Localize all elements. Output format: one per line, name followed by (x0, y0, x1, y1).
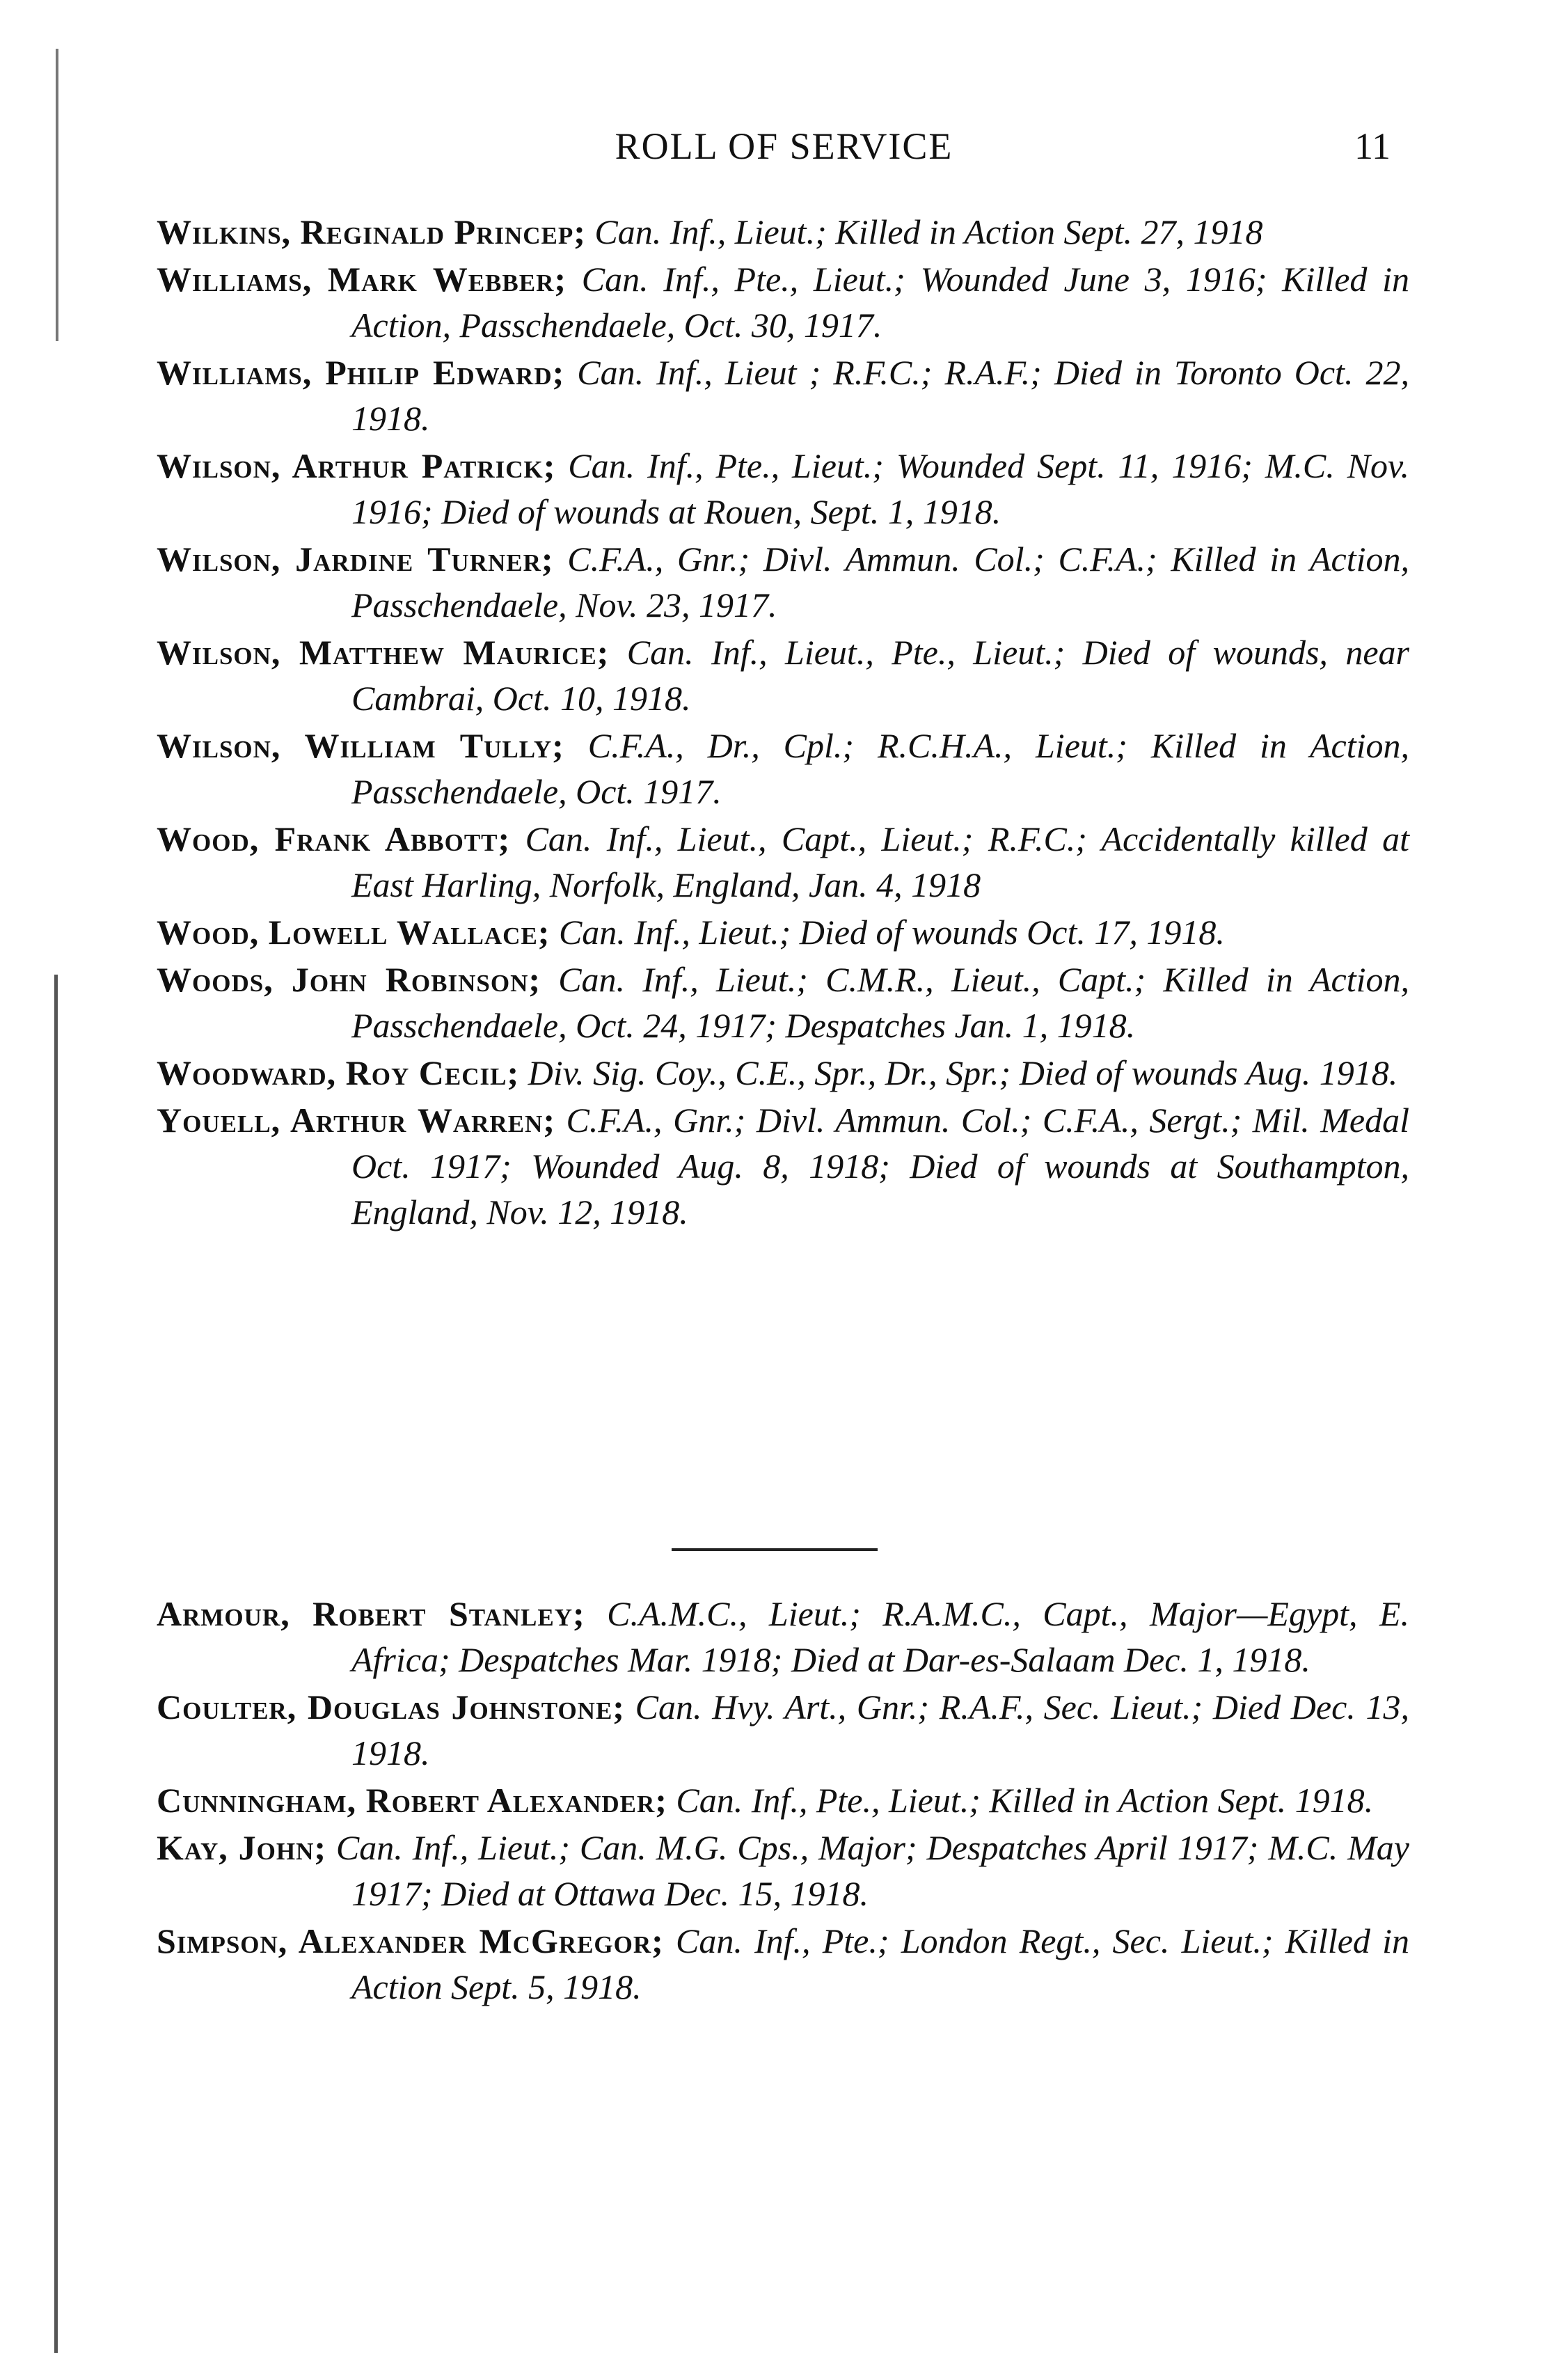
entry-service: Can. Inf., Pte.; London Regt., Sec. Lieut.; Killed in Action Sept. 5, 1918. (351, 1921, 1409, 2006)
entry-name: Wilson, Jardine Turner; (157, 540, 554, 579)
entry-service: C.F.A., Dr., Cpl.; R.C.H.A., Lieut.; Killed in Action, Passchendaele, Oct. 1917. (351, 726, 1409, 811)
roll-entry (157, 1918, 1409, 2010)
entry-name: Wilson, William Tully; (157, 726, 564, 765)
entry-service: Can. Inf., Pte., Lieut.; Killed in Action Sept. 1918. (676, 1781, 1374, 1820)
entry-service: Can. Hvy. Art., Gnr.; R.A.F., Sec. Lieut.; Died Dec. 13, 1918. (351, 1687, 1410, 1772)
roll-entries-main (157, 209, 1409, 1236)
roll-entry (157, 909, 1409, 955)
entry-service: C.F.A., Gnr.; Divl. Ammun. Col.; C.F.A., Sergt.; Mil. Medal Oct. 1917; Wounded Aug. 8, 1918; Died of wounds at Southampton, England, Nov. 12, 1918. (351, 1101, 1410, 1231)
entry-service: Can. Inf., Lieut.; Killed in Action Sept. 27, 1918 (594, 212, 1263, 251)
entry-name: Woods, John Robinson; (157, 960, 541, 999)
section-separator (672, 1548, 878, 1551)
roll-entry (157, 349, 1409, 441)
roll-entry (157, 1591, 1409, 1683)
running-title: ROLL OF SERVICE (615, 125, 953, 167)
entry-name: Simpson, Alexander McGregor; (157, 1921, 664, 1960)
page-header (0, 115, 1568, 178)
entry-name: Wilson, Matthew Maurice; (157, 633, 610, 672)
roll-entries-second (157, 1591, 1409, 2011)
entry-name: Williams, Mark Webber; (157, 260, 567, 299)
roll-entry (157, 1825, 1409, 1917)
roll-entry (157, 1097, 1409, 1235)
entry-name: Youell, Arthur Warren; (157, 1101, 555, 1140)
entry-name: Woodward, Roy Cecil; (157, 1053, 520, 1092)
entry-service: Can. Inf., Pte., Lieut.; Wounded Sept. 11, 1916; M.C. Nov. 1916; Died of wounds at Rouen, Sept. 1, 1918. (351, 446, 1409, 531)
roll-entry (157, 1050, 1409, 1096)
entry-service: Can. Inf., Lieut., Capt., Lieut.; R.F.C.; Accidentally killed at East Harling, Norfolk, England, Jan. 4, 1918 (351, 819, 1410, 904)
entry-service: C.F.A., Gnr.; Divl. Ammun. Col.; C.F.A.; Killed in Action, Passchendaele, Nov. 23, 1917. (351, 540, 1410, 624)
entry-name: Armour, Robert Stanley; (157, 1594, 585, 1633)
roll-entry (157, 443, 1409, 535)
entry-name: Wilkins, Reginald Princep; (157, 212, 586, 251)
entry-service: Can. Inf., Lieut., Pte., Lieut.; Died of wounds, near Cambrai, Oct. 10, 1918. (351, 633, 1410, 718)
roll-entry (157, 723, 1409, 814)
entry-service: Can. Inf., Lieut.; Died of wounds Oct. 17, 1918. (558, 913, 1225, 952)
entry-name: Williams, Philip Edward; (157, 353, 565, 392)
entry-name: Wood, Lowell Wallace; (157, 913, 551, 952)
roll-entry (157, 629, 1409, 721)
scan-margin-mark-top (56, 49, 58, 341)
entry-name: Kay, John; (157, 1828, 326, 1867)
roll-entry (157, 957, 1409, 1048)
entry-name: Wilson, Arthur Patrick; (157, 446, 556, 485)
entry-service: Can. Inf., Lieut.; Can. M.G. Cps., Major; Despatches April 1917; M.C. May 1917; Died at Ottawa Dec. 15, 1918. (335, 1828, 1410, 1913)
roll-entry (157, 256, 1409, 348)
roll-entry (157, 1684, 1409, 1776)
entry-name: Wood, Frank Abbott; (157, 819, 511, 858)
roll-entry (157, 209, 1409, 255)
roll-entry (157, 1777, 1409, 1823)
page-number: 11 (1354, 125, 1391, 167)
entry-name: Cunningham, Robert Alexander; (157, 1781, 667, 1820)
entry-name: Coulter, Douglas Johnstone; (157, 1687, 625, 1726)
entry-service: Div. Sig. Coy., C.E., Spr., Dr., Spr.; Died of wounds Aug. 1918. (528, 1053, 1398, 1092)
entry-service: C.A.M.C., Lieut.; R.A.M.C., Capt., Major—Egypt, E. Africa; Despatches Mar. 1918; Died at Dar-es-Salaam Dec. 1, 1918. (351, 1594, 1409, 1679)
entry-service: Can. Inf., Lieut ; R.F.C.; R.A.F.; Died in Toronto Oct. 22, 1918. (351, 353, 1409, 438)
entry-service: Can. Inf., Pte., Lieut.; Wounded June 3, 1916; Killed in Action, Passchendaele, Oct. 30, 1917. (351, 260, 1410, 345)
roll-entry (157, 816, 1409, 908)
roll-entry (157, 536, 1409, 628)
entry-service: Can. Inf., Lieut.; C.M.R., Lieut., Capt.; Killed in Action, Passchendaele, Oct. 24, 1917; Despatches Jan. 1, 1918. (351, 960, 1410, 1045)
scan-margin-mark (54, 975, 58, 2353)
